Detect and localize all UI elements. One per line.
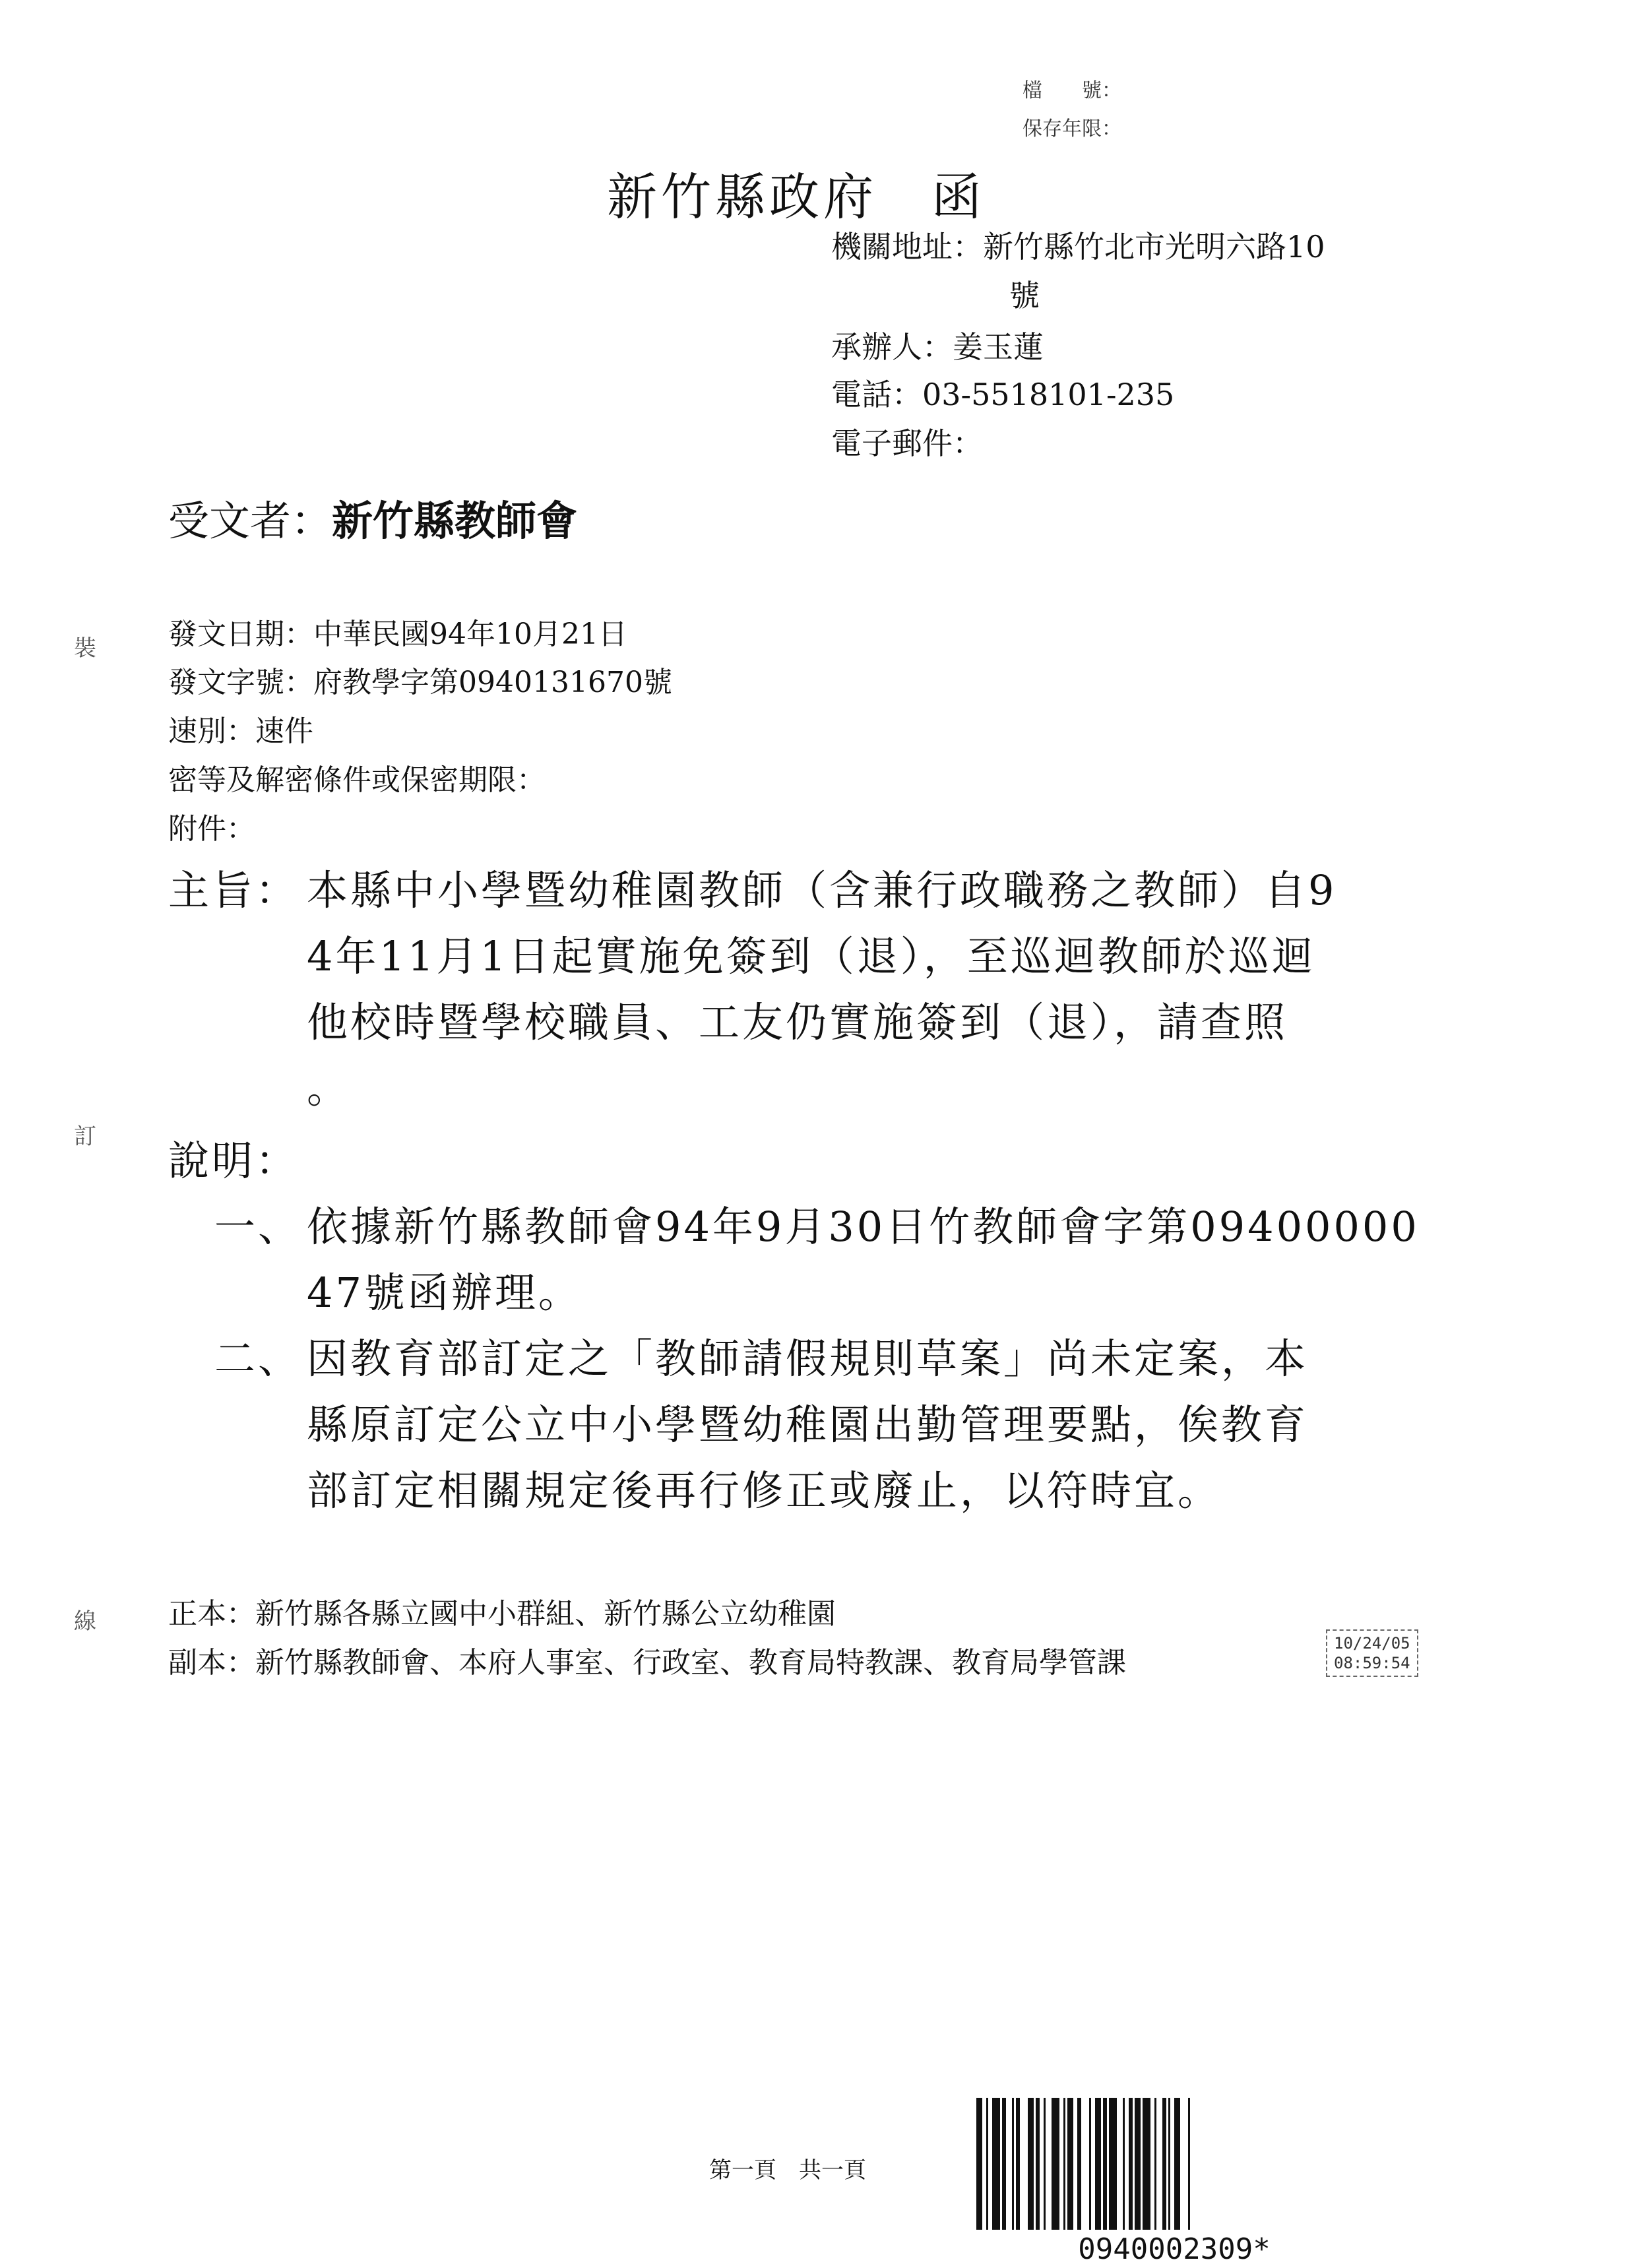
barcode-bar <box>1117 2098 1123 2230</box>
retention-period-label: 保存年限： <box>1022 117 1121 141</box>
barcode-bar <box>1095 2098 1101 2230</box>
barcode-bar <box>1180 2098 1188 2230</box>
explanation-item-line: 47號函辦理。 <box>307 1269 582 1317</box>
barcode-bar <box>1006 2098 1012 2230</box>
subject-line: 他校時暨學校職員、工友仍實施簽到（退），請查照 <box>307 998 1288 1046</box>
copy-recipients-value: 新竹縣教師會、本府人事室、行政室、教育局特教課、教育局學管課 <box>255 1646 1126 1680</box>
doc-number-label: 發文字號： <box>168 666 313 699</box>
phone-line <box>831 371 1174 414</box>
margin-mark-staple: 訂 <box>74 1123 96 1150</box>
speed-label: 速別： <box>168 714 255 748</box>
subject-line: 4年11月1日起實施免簽到（退），至巡迴教師於巡迴 <box>307 932 1315 980</box>
barcode-bar <box>992 2098 1000 2230</box>
barcode-bar <box>1052 2098 1059 2230</box>
explanation-item-line: 依據新竹縣教師會94年9月30日竹教師會字第09400000 <box>307 1203 1420 1251</box>
subject-label: 主旨： <box>168 866 299 914</box>
file-number-label: 檔 號： <box>1022 79 1121 102</box>
address-line <box>831 223 1325 267</box>
barcode-bar <box>1143 2098 1150 2230</box>
barcode-bar <box>1174 2098 1180 2230</box>
speed-value: 速件 <box>255 714 313 748</box>
recipient-label: 受文者： <box>168 497 332 545</box>
address-value: 新竹縣竹北市光明六路10 <box>983 229 1325 265</box>
speed-line <box>168 707 313 749</box>
main-recipients-value: 新竹縣各縣立國中小群組、新竹縣公立幼稚園 <box>255 1597 836 1631</box>
barcode-bar <box>1190 2098 1194 2230</box>
recipient-line <box>168 488 577 547</box>
issue-date-label: 發文日期： <box>168 617 313 651</box>
barcode-bar <box>1067 2098 1073 2230</box>
issue-date-value: 中華民國94年10月21日 <box>313 617 627 651</box>
barcode-bar <box>1109 2098 1117 2230</box>
issue-date-line <box>168 610 627 652</box>
doc-number-value: 府教學字第0940131670號 <box>313 666 672 699</box>
handler-label: 承辦人： <box>831 329 953 365</box>
copy-recipients-line <box>168 1639 1126 1681</box>
explanation-item-number: 二、 <box>214 1335 302 1383</box>
attachment-label: 附件： <box>168 812 255 846</box>
secrecy-label: 密等及解密條件或保密期限： <box>168 763 546 797</box>
received-timestamp-stamp <box>1326 1629 1418 1677</box>
document-title: 新竹縣政府 函 <box>607 168 986 226</box>
explanation-item-number: 一、 <box>214 1203 302 1251</box>
main-recipients-label: 正本： <box>168 1597 255 1631</box>
barcode-number: 0940002309* <box>1078 2232 1271 2266</box>
handler-line <box>831 323 1044 367</box>
explanation-item-line: 部訂定相關規定後再行修正或廢止，以符時宜。 <box>307 1466 1222 1515</box>
barcode-block <box>976 2098 1372 2266</box>
stamp-time: 08:59:54 <box>1334 1654 1410 1672</box>
copy-recipients-label: 副本： <box>168 1646 255 1680</box>
stamp-date: 10/24/05 <box>1334 1634 1410 1653</box>
handler-value: 姜玉蓮 <box>953 329 1044 365</box>
barcode-bar <box>1081 2098 1089 2230</box>
recipient-name: 新竹縣教師會 <box>332 497 578 545</box>
barcode-bar <box>1046 2098 1052 2230</box>
email-label: 電子郵件： <box>831 425 983 461</box>
barcode-bar <box>1156 2098 1162 2230</box>
barcode-bar <box>1020 2098 1028 2230</box>
main-recipients-line <box>168 1590 836 1632</box>
explanation-item-line: 縣原訂定公立中小學暨幼稚園出勤管理要點，俟教育 <box>307 1401 1309 1449</box>
barcode-bar <box>1135 2098 1141 2230</box>
margin-mark-line: 線 <box>74 1608 96 1635</box>
phone-value: 03-5518101-235 <box>922 377 1175 412</box>
subject-line: 。 <box>307 1064 351 1112</box>
address-label: 機關地址： <box>831 229 983 265</box>
subject-line: 本縣中小學暨幼稚園教師（含兼行政職務之教師）自9 <box>307 866 1337 914</box>
phone-label: 電話： <box>831 377 922 412</box>
explanation-item-line: 因教育部訂定之「教師請假規則草案」尚未定案，本 <box>307 1335 1309 1383</box>
barcode-bar <box>976 2098 982 2230</box>
page-number: 第一頁 共一頁 <box>709 2157 866 2184</box>
margin-mark-bind: 裝 <box>74 635 96 662</box>
address-continuation: 號 <box>1009 278 1040 313</box>
barcode-bar <box>1028 2098 1034 2230</box>
doc-number-line <box>168 658 672 701</box>
barcode <box>976 2098 1372 2230</box>
explanation-label: 說明： <box>168 1137 299 1185</box>
